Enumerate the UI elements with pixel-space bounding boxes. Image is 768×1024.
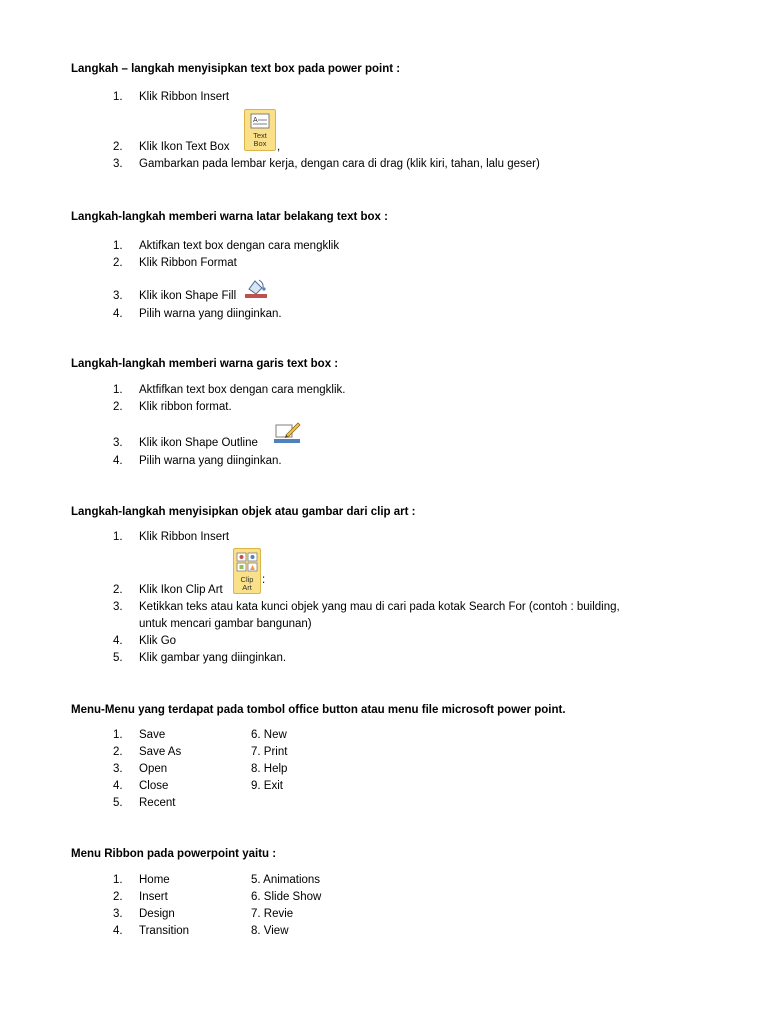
icon-label: Art xyxy=(242,583,252,592)
shape-fill-icon xyxy=(243,277,269,299)
step-number: 3. xyxy=(113,290,123,302)
step-number: 2. xyxy=(113,584,123,596)
step-text: Klik Ribbon Insert xyxy=(139,531,230,543)
menu-item: 6. Slide Show xyxy=(251,891,322,903)
menu-number: 5. xyxy=(113,797,123,809)
icon-label: Text xyxy=(253,131,267,140)
menu-number: 2. xyxy=(113,891,123,903)
shape-outline-icon xyxy=(272,421,302,445)
step-text: Klik Ribbon Insert xyxy=(139,91,230,103)
step-number: 3. xyxy=(113,158,123,170)
menu-number: 4. xyxy=(113,780,123,792)
menu-item: 8. Help xyxy=(251,763,288,775)
step-text-continued: untuk mencari gambar bangunan) xyxy=(139,618,312,630)
step-number: 1. xyxy=(113,240,123,252)
step-text: Pilih warna yang diinginkan. xyxy=(139,455,282,467)
icon-label: Box xyxy=(253,139,267,148)
step-number: 2. xyxy=(113,257,123,269)
step-number: 4. xyxy=(113,308,123,320)
text-box-icon xyxy=(244,109,276,151)
section1-heading: Langkah – langkah menyisipkan text box pada power point : xyxy=(71,63,401,75)
menu-number: 3. xyxy=(113,908,123,920)
menu-item: Open xyxy=(139,763,168,775)
section5-heading: Menu-Menu yang terdapat pada tombol office button atau menu file microsoft power point. xyxy=(71,704,566,716)
step-text: Klik Ikon Clip Art xyxy=(139,584,223,596)
icon-trailing-punct: : xyxy=(262,574,266,586)
menu-item: Recent xyxy=(139,797,176,809)
step-number: 3. xyxy=(113,601,123,613)
menu-number: 4. xyxy=(113,925,123,937)
step-number: 5. xyxy=(113,652,123,664)
step-text: Aktfifkan text box dengan cara mengklik. xyxy=(139,384,346,396)
menu-item: Transition xyxy=(139,925,190,937)
menu-item: Close xyxy=(139,780,169,792)
svg-text:A: A xyxy=(253,117,258,124)
menu-item: 8. View xyxy=(251,925,289,937)
menu-item: 5. Animations xyxy=(251,874,321,886)
step-text: Klik Ribbon Format xyxy=(139,257,237,269)
menu-number: 1. xyxy=(113,729,123,741)
step-text: Pilih warna yang diinginkan. xyxy=(139,308,282,320)
step-number: 3. xyxy=(113,437,123,449)
step-text: Klik ikon Shape Outline xyxy=(139,437,258,449)
menu-item: Design xyxy=(139,908,175,920)
section3-heading: Langkah-langkah memberi warna garis text box : xyxy=(71,358,339,370)
section2-heading: Langkah-langkah memberi warna latar belakang text box : xyxy=(71,211,388,223)
step-text: Klik Go xyxy=(139,635,177,647)
menu-item: Save As xyxy=(139,746,182,758)
menu-item: 7. Revie xyxy=(251,908,294,920)
step-number: 2. xyxy=(113,141,123,153)
step-number: 1. xyxy=(113,91,123,103)
step-number: 1. xyxy=(113,384,123,396)
icon-label: Clip xyxy=(240,575,254,584)
clip-art-icon xyxy=(233,548,261,594)
step-text: Klik gambar yang diinginkan. xyxy=(139,652,287,664)
step-text: Aktifkan text box dengan cara mengklik xyxy=(139,240,340,252)
step-number: 4. xyxy=(113,455,123,467)
step-text: Klik ikon Shape Fill xyxy=(139,290,237,302)
menu-item: Save xyxy=(139,729,166,741)
menu-number: 2. xyxy=(113,746,123,758)
step-text: Ketikkan teks atau kata kunci objek yang mau di cari pada kotak Search For (contoh : building, xyxy=(139,601,620,613)
menu-number: 3. xyxy=(113,763,123,775)
menu-item: 6. New xyxy=(251,729,287,741)
step-number: 2. xyxy=(113,401,123,413)
step-text: Klik ribbon format. xyxy=(139,401,232,413)
step-number: 4. xyxy=(113,635,123,647)
section4-heading: Langkah-langkah menyisipkan objek atau gambar dari clip art : xyxy=(71,506,416,518)
menu-item: 9. Exit xyxy=(251,780,283,792)
menu-number: 1. xyxy=(113,874,123,886)
step-text: Klik Ikon Text Box xyxy=(139,141,230,153)
menu-item: Insert xyxy=(139,891,168,903)
menu-item: Home xyxy=(139,874,170,886)
icon-trailing-punct: , xyxy=(277,141,281,153)
step-text: Gambarkan pada lembar kerja, dengan cara di drag (klik kiri, tahan, lalu geser) xyxy=(139,158,540,170)
section6-heading: Menu Ribbon pada powerpoint yaitu : xyxy=(71,848,277,860)
step-number: 1. xyxy=(113,531,123,543)
menu-item: 7. Print xyxy=(251,746,288,758)
